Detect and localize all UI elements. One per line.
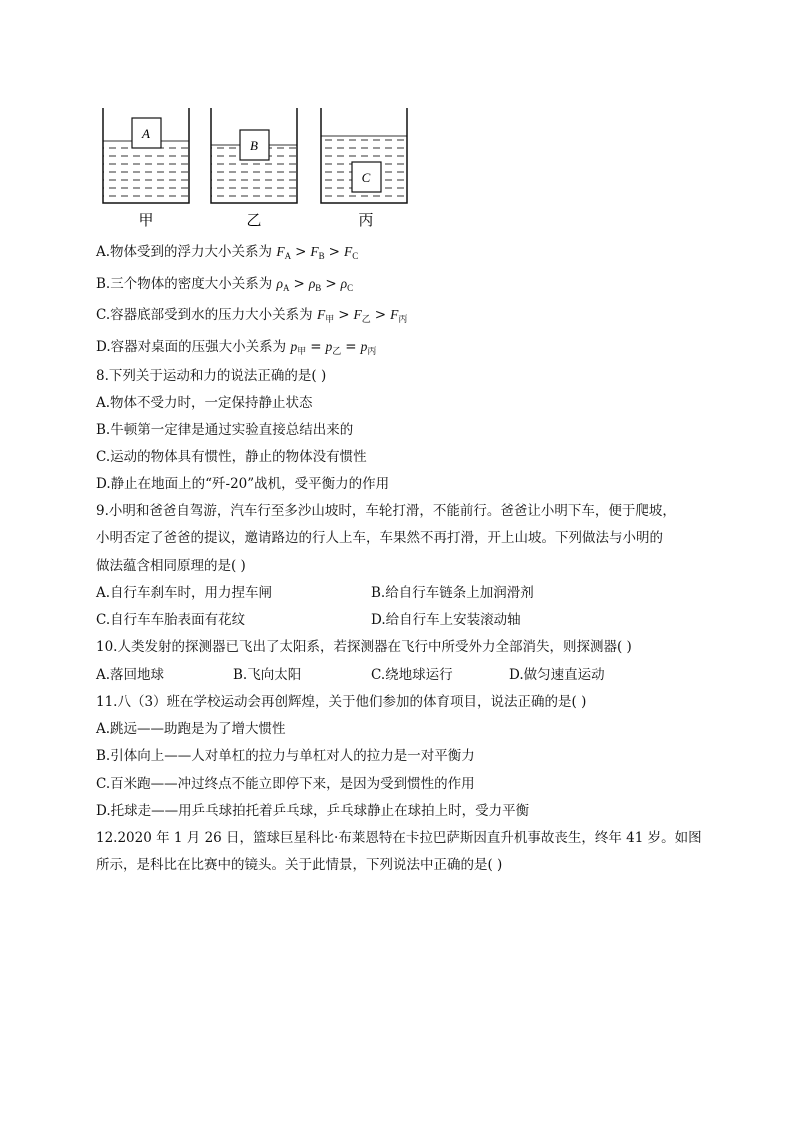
q9-stem-1: 9.小明和爸爸自驾游，汽车行至多沙山坡时，车轮打滑，不能前行。爸爸让小明下车，便于爬坡，: [96, 503, 676, 519]
q9-option-c: C.自行车车胎表面有花纹: [96, 612, 246, 628]
q11-option-b: B.引体向上——人对单杠的拉力与单杠对人的拉力是一对平衡力: [96, 748, 475, 764]
q10-stem: 10.人类发射的探测器已飞出了太阳系，若探测器在飞行中所受外力全部消失，则探测器( ): [96, 639, 632, 655]
q7-option-d: D.容器对桌面的压强大小关系为 $p_甲 = p_乙 = p_丙$: [96, 339, 377, 356]
q8-stem: 8.下列关于运动和力的说法正确的是( ): [96, 368, 327, 384]
q10-option-c: C.绕地球运行: [371, 667, 453, 683]
container-yi-label: 乙: [246, 211, 262, 229]
q11-stem: 11.八（3）班在学校运动会再创辉煌，关于他们参加的体育项目，说法正确的是( ): [96, 694, 587, 710]
q8-option-b: B.牛顿第一定律是通过实验直接总结出来的: [96, 422, 354, 438]
q9-options-row-1: [96, 584, 656, 602]
q10-option-d: D.做匀速直运动: [509, 667, 605, 683]
object-a-label: A: [142, 126, 150, 141]
q11-option-c: C.百米跑——冲过终点不能立即停下来，是因为受到惯性的作用: [96, 776, 475, 792]
q11-option-a: A.跳远——助跑是为了增大惯性: [96, 721, 286, 737]
q8-option-a: A.物体不受力时，一定保持静止状态: [96, 395, 313, 411]
q10-option-b: B.飞向太阳: [233, 667, 302, 683]
q12-stem-1: 12.2020 年 1 月 26 日，篮球巨星科比·布莱恩特在卡拉巴萨斯因直升机事故丧生，终年 41 岁。如图: [96, 830, 702, 846]
q7-option-b: B.三个物体的密度大小关系为 $\rho_A > \rho_B > \rho_C$: [96, 276, 354, 293]
container-bing: [321, 108, 407, 229]
q7-option-c: C.容器底部受到水的压力大小关系为 $F_甲 > F_乙 > F_丙$: [96, 307, 408, 324]
q10-options-row: [96, 666, 656, 684]
q9-option-a: A.自行车刹车时，用力捏车闸: [96, 585, 273, 601]
object-c-label: C: [361, 170, 371, 185]
q9-options-row-2: [96, 611, 656, 629]
q11-option-d: D.托球走——用乒乓球拍托着乒乓球，乒乓球静止在球拍上时，受力平衡: [96, 803, 530, 819]
q8-option-c: C.运动的物体具有惯性，静止的物体没有惯性: [96, 449, 367, 465]
q9-option-d: D.给自行车上安装滚动轴: [371, 612, 521, 628]
q9-stem-3: 做法蕴含相同原理的是( ): [96, 558, 246, 574]
q7-option-a: A.物体受到的浮力大小关系为 $F_A > F_B > F_C$: [96, 244, 359, 261]
q8-option-d: D.静止在地面上的“歼-20”战机，受平衡力的作用: [96, 476, 390, 492]
q9-option-b: B.给自行车链条上加润滑剂: [371, 585, 534, 601]
container-yi: [211, 108, 297, 229]
containers-figure: [96, 104, 416, 234]
container-jia: [103, 108, 189, 229]
q12-stem-2: 所示，是科比在比赛中的镜头。关于此情景，下列说法中正确的是( ): [96, 857, 503, 873]
math-expression: $F_A$: [276, 244, 292, 261]
q10-option-a: A.落回地球: [96, 667, 165, 683]
container-bing-label: 丙: [358, 211, 374, 229]
q9-stem-2: 小明否定了爸爸的提议，邀请路边的行人上车，车果然不再打滑，开上山坡。下列做法与小明的: [96, 530, 663, 546]
object-b-label: B: [250, 138, 258, 153]
container-jia-label: 甲: [138, 211, 154, 229]
